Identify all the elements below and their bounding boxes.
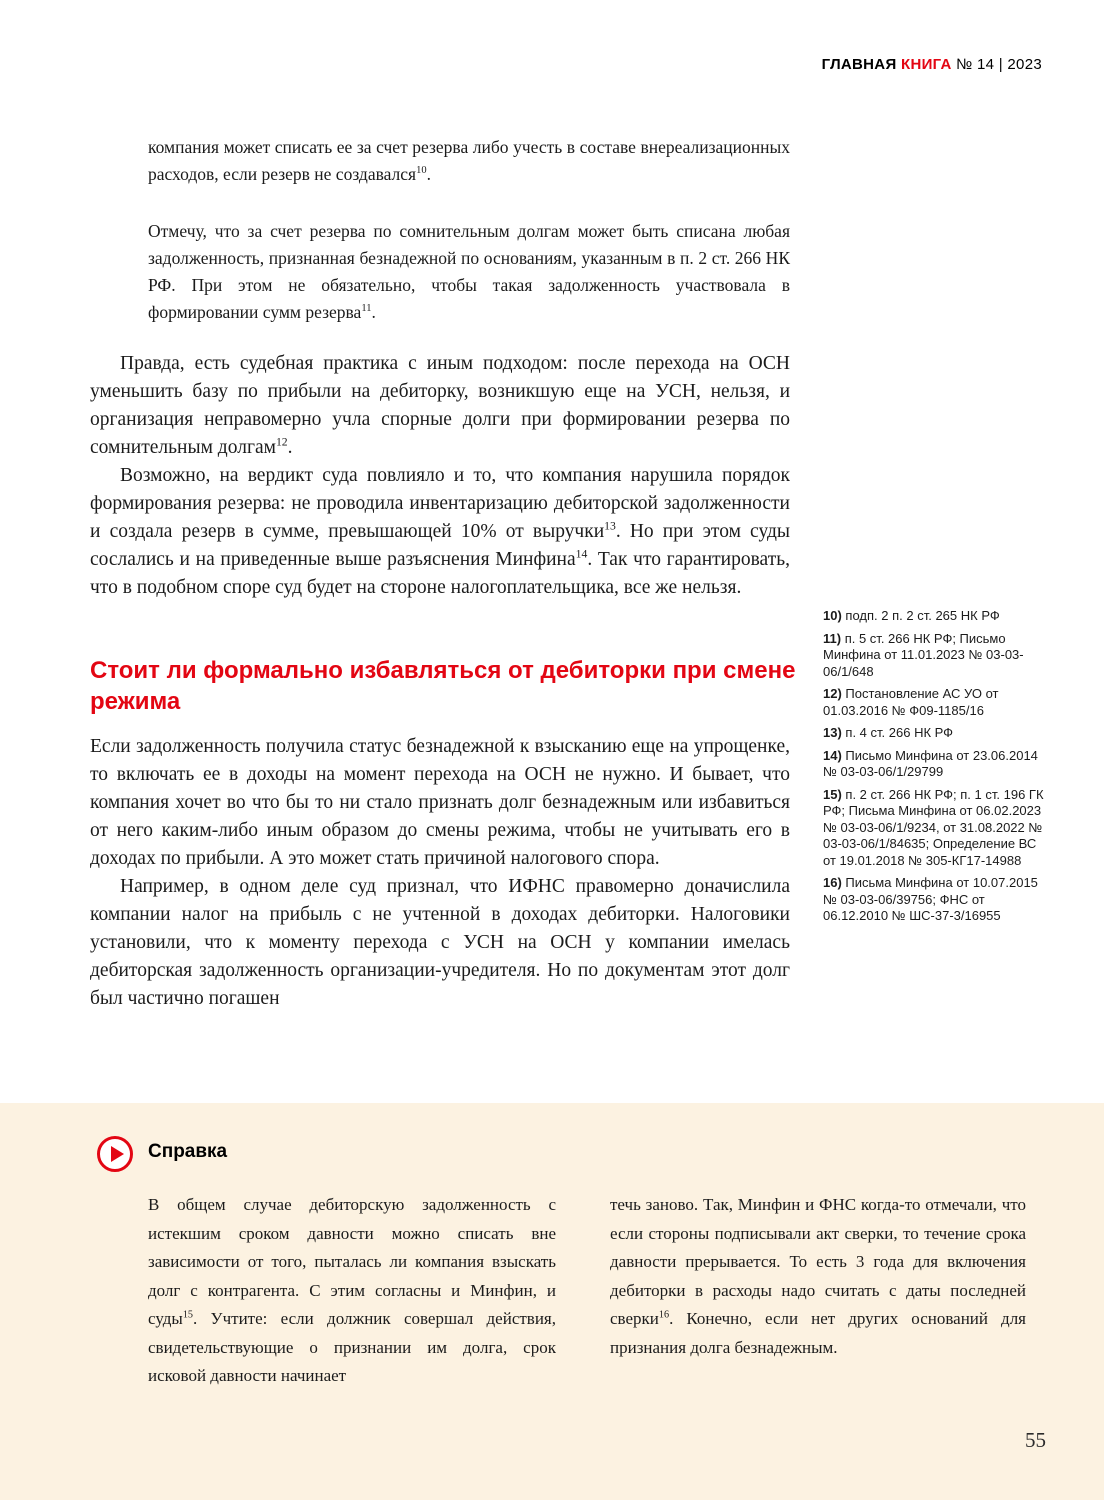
footnote bbox=[823, 608, 1047, 625]
indented-quote-2: Отмечу, что за счет резерва по сомнительным долгам может быть списана любая задолженность, признанная безнадежной по основаниям, указанным в п. 2 ст. 266 НК РФ. При этом не обязательно, чтобы такая задолженность участвовала в формировании сумм резерва$^{11}$. bbox=[148, 221, 790, 322]
reference-column-1: В общем случае дебиторскую задолженность с истекшим сроком давности можно списать вне зависимости от того, пыталась ли компания взыскать долг с контрагента. С этим согласны и Минфин, и суды$^{15}$. Учтите: если должник совершал действия, свидетельствующие о признании им долга, срок исковой давности начинает bbox=[148, 1195, 556, 1385]
paragraph: Например, в одном деле суд признал, что ИФНС правомерно доначислила компании налог на прибыль с не учтенной в доходах дебиторки. Налоговики установили, что к моменту перехода с УСН на ОСН у компании имелась дебиторская задолженность организации-учредителя. Но по документам этот долг был частично погашен bbox=[90, 876, 790, 1009]
indented-quote-1: компания может списать ее за счет резерва либо учесть в составе внереализационных расходов, если резерв не создавался$^{10}$. bbox=[148, 137, 790, 184]
brand-name-red: КНИГА bbox=[901, 56, 952, 73]
reference-box bbox=[0, 1103, 1104, 1500]
footnote bbox=[823, 748, 1047, 781]
footnote bbox=[823, 686, 1047, 719]
footnote bbox=[823, 631, 1047, 681]
footnote-text: п. 5 ст. 266 НК РФ; Письмо Минфина от 11.01.2023 № 03-03-06/1/648 bbox=[823, 630, 1024, 679]
footnote-number: 14) bbox=[823, 747, 842, 763]
footnote bbox=[823, 725, 1047, 742]
footnote-text: п. 2 ст. 266 НК РФ; п. 1 ст. 196 ГК РФ; Письма Минфина от 06.02.2023 № 03-03-06/1/9234, от 31.08.2022 № 03-03-06/1/84635; Определение ВС от 19.01.2018 № 305-КГ17-14988 bbox=[823, 786, 1044, 868]
paragraph: Возможно, на вердикт суда повлияло и то, что компания нарушила порядок формирования резерва: не проводила инвентаризацию дебиторской задолженности и создала резерв в сумме, превышающей 10% от выручки$^{13}$. Но при этом суды сослались и на приведенные выше разъяснения Минфина$^{14}$. Так что гарантировать, что в подобном споре суд будет на стороне налогоплательщика, все же нельзя. bbox=[90, 465, 790, 598]
section-heading: Стоит ли формально избавляться от дебиторки при смене режима bbox=[90, 657, 796, 715]
footnote-text: Письма Минфина от 10.07.2015 № 03-03-06/39756; ФНС от 06.12.2010 № ШС-37-3/16955 bbox=[823, 875, 1038, 923]
footnote-text: п. 4 ст. 266 НК РФ bbox=[845, 725, 954, 740]
reference-box-title: Справка bbox=[148, 1141, 228, 1162]
page-number: 55 bbox=[1025, 1428, 1046, 1452]
footnote bbox=[823, 787, 1047, 870]
play-circle-icon bbox=[97, 1136, 133, 1172]
article-body-upper bbox=[90, 350, 790, 602]
footnote bbox=[823, 875, 1047, 925]
footnote-number: 15) bbox=[823, 786, 842, 802]
brand-name-black: ГЛАВНАЯ bbox=[821, 56, 897, 73]
article-body-lower bbox=[90, 733, 790, 1013]
paragraph: Правда, есть судебная практика с иным подходом: после перехода на ОСН уменьшить базу по прибыли на дебиторку, возникшую еще на УСН, нельзя, и организация неправомерно учла спорные долги при формировании резерва по сомнительным долгам$^{12}$. bbox=[90, 353, 790, 458]
footnotes-sidebar bbox=[823, 608, 1047, 931]
footnote-text: Постановление АС УО от 01.03.2016 № Ф09-1185/16 bbox=[823, 686, 999, 718]
reference-column-2: течь заново. Так, Минфин и ФНС когда-то отмечали, что если стороны подписывали акт сверки, то течение срока давности прерывается. То есть 3 года для включения дебиторки в расходы надо считать с даты последней сверки$^{16}$. Конечно, если нет других оснований для признания долга безнадежным. bbox=[610, 1195, 1026, 1357]
footnote-number: 12) bbox=[823, 686, 842, 701]
issue-info: № 14 | 2023 bbox=[956, 56, 1042, 73]
paragraph: Если задолженность получила статус безнадежной к взысканию еще на упрощенке, то включать ее в доходы на момент перехода на ОСН не нужно. И бывает, что компания хочет во что бы то ни стало признать долг безнадежным или избавиться от него каким-либо иным образом до смены режима, чтобы не учитывать его в доходах по прибыли. А это может стать причиной налогового спора. bbox=[90, 736, 790, 869]
footnote-text: подп. 2 п. 2 ст. 265 НК РФ bbox=[845, 608, 1000, 623]
footnote-number: 16) bbox=[823, 875, 842, 890]
footnote-number: 11) bbox=[823, 630, 842, 646]
footnote-text: Письмо Минфина от 23.06.2014 № 03-03-06/1/29799 bbox=[823, 747, 1038, 779]
footnote-number: 13) bbox=[823, 725, 842, 740]
footnote-number: 10) bbox=[823, 608, 842, 623]
page-header bbox=[822, 56, 1042, 73]
